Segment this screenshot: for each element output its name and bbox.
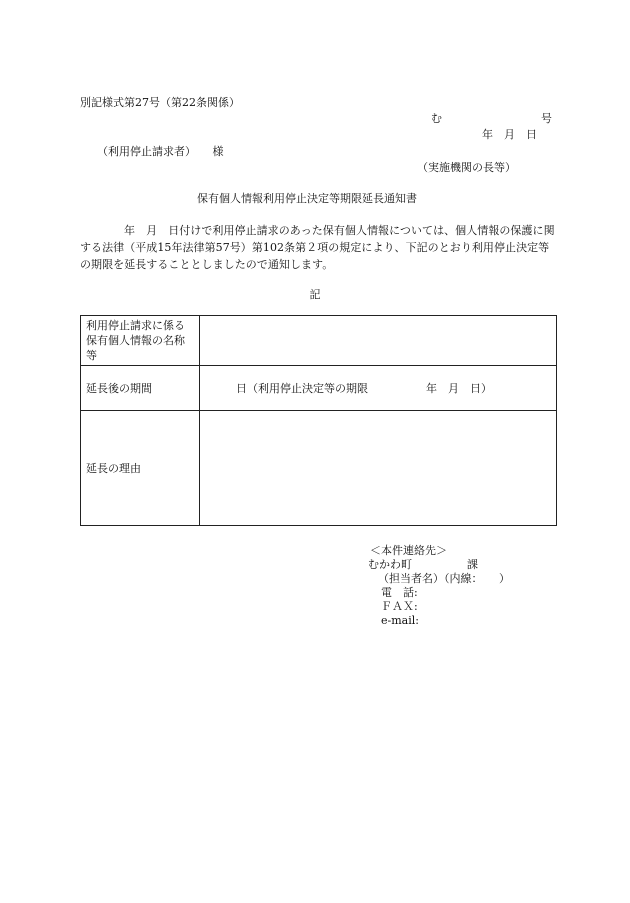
document-title: 保有個人情報利用停止決定等期限延長通知書 (197, 192, 417, 205)
contact-person: （担当者名）（内線： ） (378, 572, 510, 585)
document-number: む 号 (431, 112, 552, 125)
contact-email: e-mail: (381, 614, 419, 627)
table-row-information-name (81, 316, 557, 366)
contact-heading: ＜本件連絡先＞ (370, 544, 447, 557)
table-row-extension-reason (81, 411, 557, 526)
addressee: （利用停止請求者） 様 (97, 145, 224, 158)
issuer: （実施機関の長等） (417, 161, 516, 174)
document-date: 年 月 日 (482, 128, 537, 141)
contact-phone: 電 話: (381, 586, 418, 599)
form-id: 別記様式第27号（第22条関係） (80, 96, 240, 109)
contact-fax: ＦＡＸ: (381, 600, 418, 613)
details-table (80, 315, 557, 526)
extended-period-value (200, 366, 557, 411)
information-name-value (200, 316, 557, 366)
body-paragraph: 年 月 日付けで利用停止請求のあった保有個人情報については、個人情報の保護に関する法律（平成15年法律第57号）第102条第２項の規定により、下記のとおり利用停止決定等の期限を延長することとしましたので通知します。 (80, 224, 555, 271)
extension-reason-label: 延長の理由 (81, 411, 200, 526)
extended-period-label: 延長後の期間 (81, 366, 200, 411)
information-name-label: 利用停止請求に係る保有個人情報の名称等 (81, 316, 200, 366)
extended-period-days: 日（利用停止決定等の期限 (236, 381, 368, 395)
extension-reason-value (200, 411, 557, 526)
extended-period-deadline: 年 月 日） (426, 381, 492, 395)
contact-block (368, 544, 510, 628)
note-heading: 記 (309, 288, 321, 301)
table-row-extended-period (81, 366, 557, 411)
contact-department: むかわ町 課 (368, 558, 478, 571)
